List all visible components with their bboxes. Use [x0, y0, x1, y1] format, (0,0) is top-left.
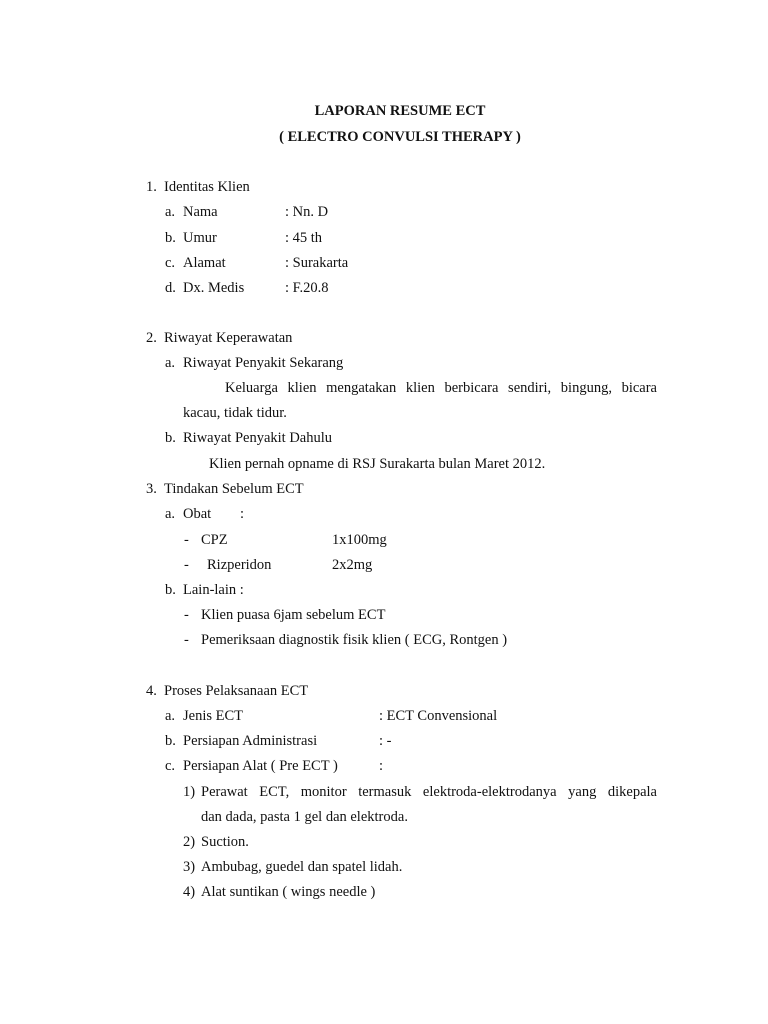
s2-b-label: Riwayat Penyakit Dahulu: [183, 430, 333, 446]
s4-item-mark: b.: [165, 733, 176, 749]
s1-item-value: : 45 th: [285, 230, 323, 246]
tool-number: 4): [183, 884, 196, 900]
drug-dash: -: [184, 532, 189, 548]
s1-item-value: : Surakarta: [285, 255, 349, 271]
s2-b-mark: b.: [165, 430, 176, 446]
tool-number: 2): [183, 834, 196, 850]
drug-name: Rizperidon: [207, 557, 272, 573]
s3-a-colon: :: [240, 506, 245, 522]
drug-name: CPZ: [201, 532, 228, 548]
document-title: LAPORAN RESUME ECT: [314, 103, 486, 119]
s3-a-mark: a.: [165, 506, 176, 522]
drug-dose: 1x100mg: [332, 532, 387, 548]
other-text: Klien puasa 6jam sebelum ECT: [201, 607, 386, 623]
s2-a-text-line-2: kacau, tidak tidur.: [183, 405, 287, 421]
s3-b-mark: b.: [165, 582, 176, 598]
section-1-heading: Identitas Klien: [164, 179, 250, 195]
tool-number: 1): [183, 784, 196, 800]
tool-text: Ambubag, guedel dan spatel lidah.: [201, 859, 403, 875]
section-3-heading: Tindakan Sebelum ECT: [164, 481, 304, 497]
section-2-number: 2.: [146, 330, 157, 346]
s1-item-mark: c.: [165, 255, 176, 271]
s4-item-value: : -: [379, 733, 392, 749]
section-2-heading: Riwayat Keperawatan: [164, 330, 293, 346]
document-subtitle: ( ELECTRO CONVULSI THERAPY ): [279, 129, 521, 145]
s1-item-mark: b.: [165, 230, 176, 246]
s1-item-label: Nama: [183, 204, 218, 220]
s4-item-value: :: [379, 758, 384, 774]
s4-item-mark: c.: [165, 758, 176, 774]
s2-b-text: Klien pernah opname di RSJ Surakarta bulan Maret 2012.: [209, 456, 546, 472]
s3-b-label: Lain-lain :: [183, 582, 244, 598]
s3-a-label: Obat: [183, 506, 212, 522]
drug-dose: 2x2mg: [332, 557, 373, 573]
tool-text-line-1: Perawat ECT, monitor termasuk elektroda-elektrodanya yang dikepala: [201, 784, 657, 800]
other-text: Pemeriksaan diagnostik fisik klien ( ECG, Rontgen ): [201, 632, 508, 648]
section-3-number: 3.: [146, 481, 157, 497]
s2-a-mark: a.: [165, 355, 176, 371]
other-dash: -: [184, 607, 189, 623]
section-4-heading: Proses Pelaksanaan ECT: [164, 683, 309, 699]
s1-item-mark: a.: [165, 204, 176, 220]
s1-item-label: Dx. Medis: [183, 280, 245, 296]
s2-a-text-line-1: Keluarga klien mengatakan klien berbicara sendiri, bingung, bicara: [225, 380, 657, 396]
tool-text-line-2: dan dada, pasta 1 gel dan elektroda.: [201, 809, 408, 825]
tool-text: Alat suntikan ( wings needle ): [201, 884, 376, 900]
other-dash: -: [184, 632, 189, 648]
s1-item-label: Alamat: [183, 255, 226, 271]
s4-item-value: : ECT Convensional: [379, 708, 498, 724]
drug-dash: -: [184, 557, 189, 573]
s1-item-value: : Nn. D: [285, 204, 329, 220]
section-1-number: 1.: [146, 179, 157, 195]
tool-text: Suction.: [201, 834, 249, 850]
s1-item-label: Umur: [183, 230, 217, 246]
s4-item-mark: a.: [165, 708, 176, 724]
tool-number: 3): [183, 859, 196, 875]
s4-item-label: Persiapan Alat ( Pre ECT ): [183, 758, 338, 774]
section-4-number: 4.: [146, 683, 157, 699]
s1-item-mark: d.: [165, 280, 176, 296]
s4-item-label: Jenis ECT: [183, 708, 244, 724]
s2-a-label: Riwayat Penyakit Sekarang: [183, 355, 344, 371]
s4-item-label: Persiapan Administrasi: [183, 733, 318, 749]
s1-item-value: : F.20.8: [285, 280, 329, 296]
